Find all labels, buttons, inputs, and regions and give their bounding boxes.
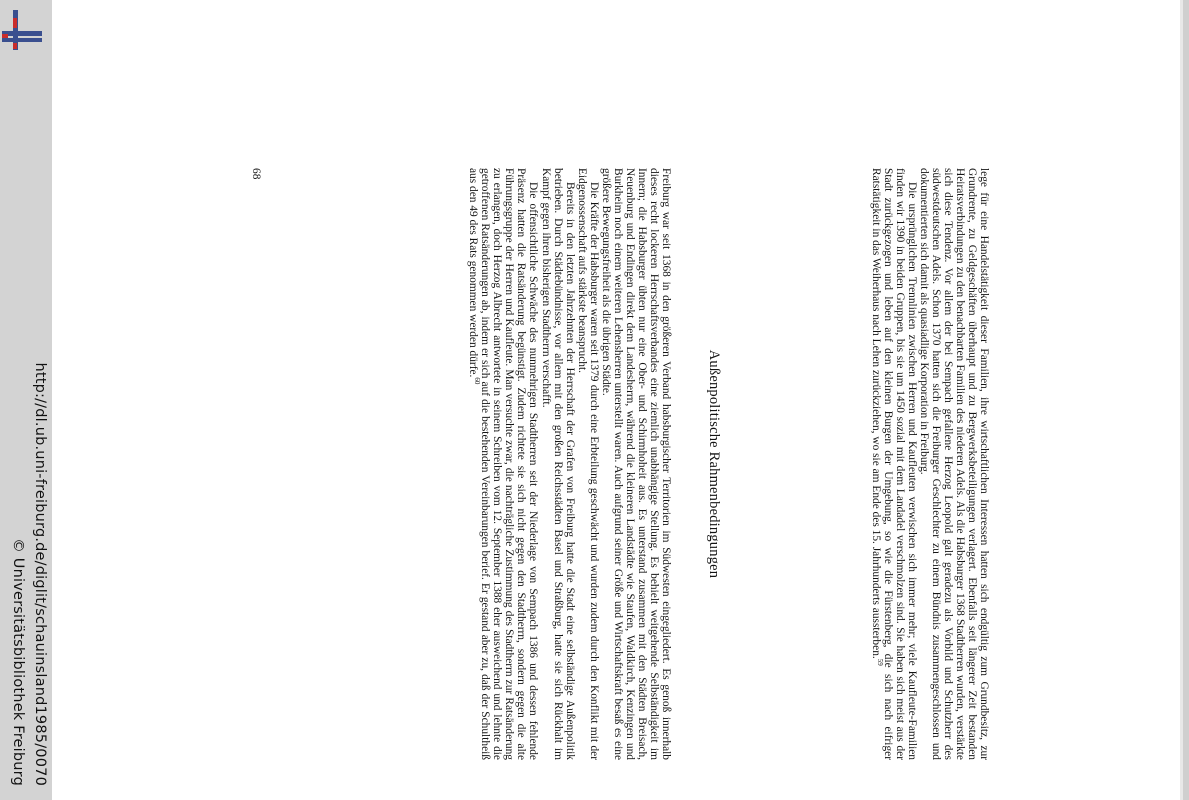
paragraph: Die ursprünglichen Trennlinien zwischen Herren und Kaufleuten verwischen sich immer mehr; viele Kaufleute-Familien finden wir 1390 in beiden Gruppen, bis sie um 1450 sozial mit dem Landadel verschmolzen sind. Sie haben sich meist aus der Stadt zurückgezogen und leben auf den kleinen Burgen der Umgebung, so wie die Fürstenberg, die sich nach eifriger Ratstätigkeit in das Weiherhaus nach Lehen zurückziehen, wo sie am Ende des 15. Jahrhunderts aussterben.$^{59}$ [869, 168, 918, 760]
paragraph: Freiburg war seit 1368 in den größeren Verband habsburgischer Territorien im Südwesten eingegliedert. Es genoß innerhalb dieses recht lockeren Herrschaftsverbandes eine ziemlich unabhängige Stellung. Es behielt weitgehende Selbständigkeit im Innern; die Habsburger übten nur eine Ober- und Schirmhoheit aus. Es unterstand zusammen mit den Städten Breisach, Neuenburg und Endingen direkt dem Landesherrn, während die kleineren Landstädte wie Staufen, Waldkirch, Kenzingen und Burkheim noch einem weiteren Lehensherren unterstellt waren. Auch aufgrund seiner Größe und Wirtschaftskraft besaß es eine größere Bewegungsfreiheit als die übrigen Städte. [599, 168, 672, 760]
paragraph: Bereits in den letzten Jahrzehnten der Herrschaft der Grafen von Freiburg hatte die Stadt eine selbständige Außenpolitik betrieben. Durch Städtebündnisse, vor allem mit den großen Reichsstädten Basel und Straßburg, hatte sie sich Rückhalt im Kampf gegen ihren bisherigen Stadtherrn verschafft. [539, 168, 576, 760]
scrollbar[interactable] [1183, 0, 1189, 800]
footnote-marker[interactable]: 60 [473, 377, 482, 385]
paragraph: lege für eine Handelstätigkeit dieser Familien, ihre wirtschaftlichen Interessen hatten sich endgültig zum Grundbesitz, zur Grundrente, zu Geldgeschäften überhaupt und zu Bergwerksbeteiligungen verlagert. Ebenfalls seit längerer Zeit bestanden Heiratsverbindungen zu den benachbarten Familien des niederen Adels. Als die Habsburger 1368 Stadtherren wurden, verstärkte sich diese Tendenz. Vor allem der bei Sempach gefallene Herzog Leopold galt geradezu als Vorbild und Schutzherr des südwestdeutschen Adels. Schon 1370 hatten sich die Freiburger Geschlechter zu einem Bündnis zusammengeschlossen und dokumentierten sich damit als quasiadlige Korporation in Freiburg. [917, 168, 990, 760]
text-column-bottom [467, 168, 672, 760]
permalink-url[interactable]: http://dl.ub.uni-freiburg.de/diglit/schauinsland1985/0070 [32, 362, 48, 786]
paragraph: Die offensichtliche Schwäche des nunmehrigen Stadtherren seit der Niederlage von Sempach 1386 und dessen fehlende Präsenz hatten die Ratsänderung begünstigt. Zudem richtete sie sich nicht gegen den Stadtherrn, sondern gegen die alte Führungsgruppe der Herren und Kaufleute. Man versuchte zwar, die nachträgliche Zustimmung des Stadtherrn zur Ratsänderung zu erlangen, doch Herzog Albrecht antwortete in seinem Schreiben vom 12. September 1388 eher ausweichend und lehnte die getroffenen Ratsänderungen ab, indem er sich auf die bestehenden Vereinbarungen berief. Er gestand aber zu, daß der Schultheiß aus den 49 des Rats genommen werden dürfe.$^{60}$ [467, 168, 540, 760]
copyright-notice: © Universitätsbibliothek Freiburg [10, 538, 26, 786]
sidebar-text-block [0, 0, 52, 800]
sidebar [0, 0, 52, 800]
section-heading: Außenpolitische Rahmenbedingungen [706, 349, 722, 579]
paragraph: Die Kräfte der Habsburger waren seit 1379 durch eine Erbteilung geschwächt und wurden zudem durch den Konflikt mit der Eidgenossenschaft aufs stärkste beansprucht. [575, 168, 600, 760]
text-column-top [870, 168, 990, 760]
document-page [240, 48, 990, 760]
footnote-marker[interactable]: 59 [875, 658, 884, 666]
page-number: 68 [250, 168, 262, 180]
